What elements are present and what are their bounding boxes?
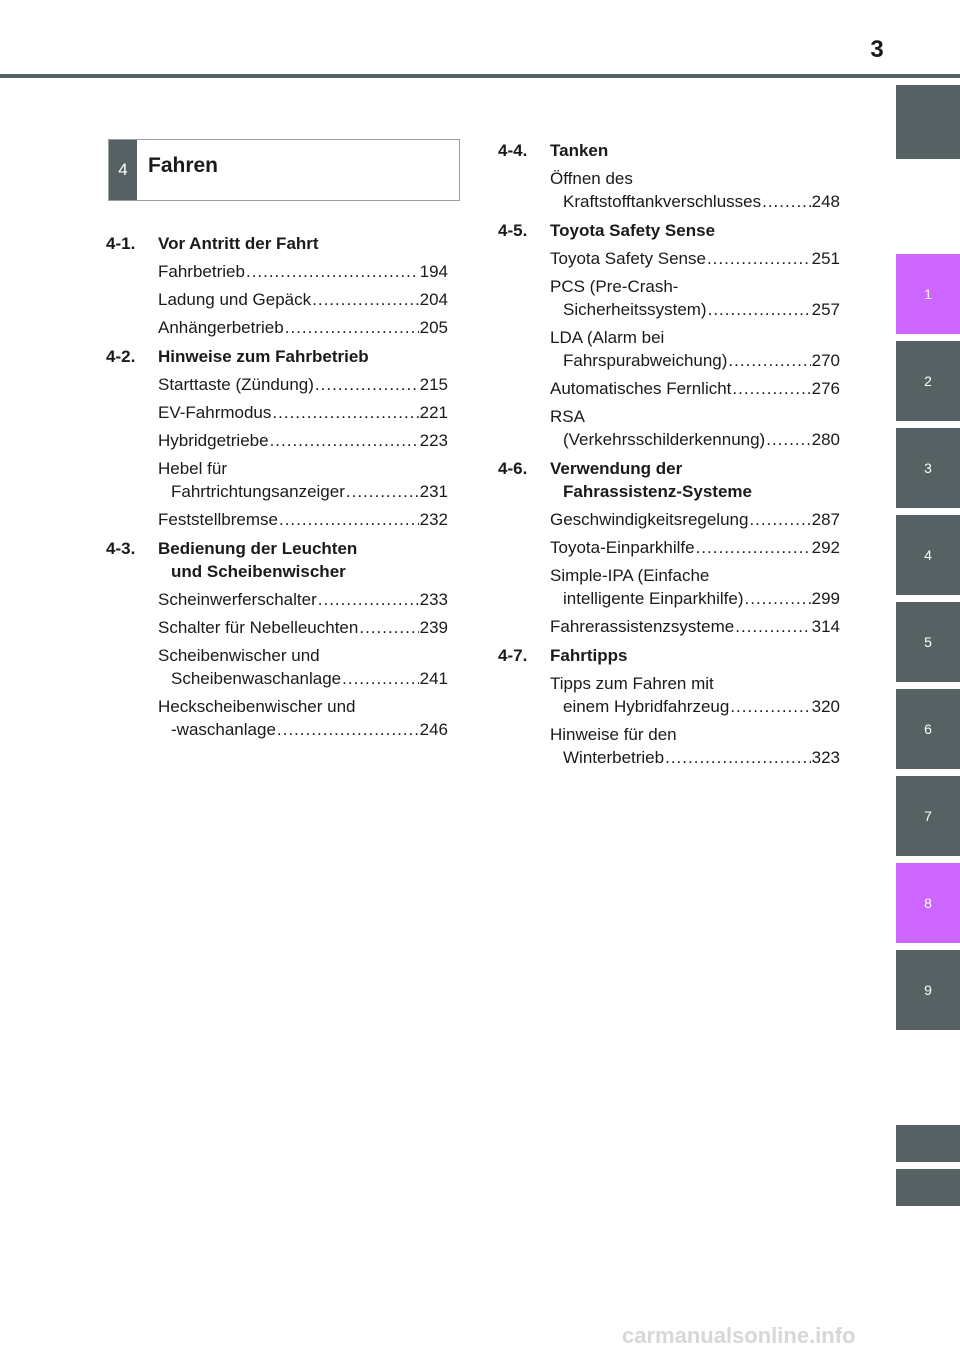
toc-section-heading[interactable]: [498, 644, 840, 667]
toc-section: [498, 457, 840, 638]
dot-leader: [708, 298, 811, 321]
toc-entry[interactable]: [550, 508, 840, 531]
toc-section: [106, 537, 448, 741]
toc-entry[interactable]: [158, 644, 448, 690]
dot-leader: [285, 316, 419, 339]
toc-entry-page: 204: [419, 290, 448, 309]
toc-entry-text: Toyota Safety Sense: [550, 249, 706, 268]
toc-entry-text: Tipps zum Fahren mit: [550, 674, 714, 693]
toc-entry[interactable]: [158, 260, 448, 283]
toc-entry[interactable]: [550, 167, 840, 213]
toc-section-title-line: Tanken: [550, 141, 609, 160]
toc-section-heading[interactable]: [498, 457, 840, 503]
toc-entry-text: EV-Fahrmodus: [158, 403, 272, 422]
toc-entry-text: Sicherheitssystem): [563, 300, 707, 319]
toc-entry-text: Hinweise für den: [550, 725, 677, 744]
toc-entry-text: Toyota-Einparkhilfe: [550, 538, 695, 557]
toc-entry-page: 248: [811, 192, 840, 211]
toc-entry-text: Scheibenwaschanlage: [171, 669, 342, 688]
chapter-tab-3[interactable]: 3: [896, 428, 960, 508]
toc-entry[interactable]: [550, 326, 840, 372]
dot-leader: [749, 508, 810, 531]
dot-leader: [318, 588, 419, 611]
toc-entry-text: Kraftstofftankverschlusses: [563, 192, 762, 211]
toc-entry[interactable]: [158, 588, 448, 611]
dot-leader: [279, 508, 419, 531]
dot-leader: [342, 667, 419, 690]
toc-entry[interactable]: [158, 373, 448, 396]
toc-entry[interactable]: [550, 405, 840, 451]
toc-entry-page: 231: [419, 482, 448, 501]
toc-section-title-line: Fahrtipps: [550, 646, 628, 665]
toc-entry-page: 246: [419, 720, 448, 739]
toc-entry-text: Fahrspurabweichung): [563, 351, 728, 370]
toc-entry[interactable]: [158, 695, 448, 741]
section-number: 4: [109, 140, 137, 200]
toc-entry[interactable]: [550, 723, 840, 769]
toc-entry-text: Scheibenwischer und: [158, 646, 320, 665]
toc-section-title-line: Bedienung der Leuchten: [158, 539, 358, 558]
toc-entry-page: 194: [419, 262, 448, 281]
toc-entry[interactable]: [158, 457, 448, 503]
toc-section-heading[interactable]: [106, 537, 448, 583]
dot-leader: [766, 428, 810, 451]
toc-section-title: [158, 537, 448, 583]
toc-section: [498, 219, 840, 451]
toc-entry-page: 287: [811, 510, 840, 529]
footer-watermark: carmanualsonline.info: [622, 1323, 856, 1348]
toc-section-heading[interactable]: [106, 345, 448, 368]
toc-section-title-line: Hinweise zum Fahrbetrieb: [158, 347, 369, 366]
toc-entry-text: Schalter für Nebelleuchten: [158, 618, 359, 637]
dot-leader: [732, 377, 810, 400]
chapter-tab-6[interactable]: 6: [896, 689, 960, 769]
toc-section-number: 4-7.: [498, 646, 528, 665]
toc-entry[interactable]: [158, 616, 448, 639]
section-title: Fahren: [148, 154, 219, 177]
toc-entry-text: Fahrerassistenzsysteme: [550, 617, 735, 636]
chapter-tab-5[interactable]: 5: [896, 602, 960, 682]
toc-section-title-line: Fahrassistenz-Systeme: [563, 482, 752, 501]
toc-entry-text: einem Hybridfahrzeug: [563, 697, 730, 716]
toc-entry-page: 221: [419, 403, 448, 422]
toc-section-title-line: Verwendung der: [550, 459, 683, 478]
dot-leader: [312, 288, 419, 311]
toc-section-number: 4-1.: [106, 234, 136, 253]
toc-section-title-line: Vor Antritt der Fahrt: [158, 234, 319, 253]
toc-section-title: [550, 139, 840, 162]
toc-entry-text: Starttaste (Zündung): [158, 375, 314, 394]
toc-section-title-line: Toyota Safety Sense: [550, 221, 716, 240]
chapter-tab-9[interactable]: 9: [896, 950, 960, 1030]
toc-entry-text: (Verkehrsschilderkennung): [563, 430, 766, 449]
toc-entry-text: RSA: [550, 407, 585, 426]
page-number: 3: [870, 36, 884, 63]
toc-entry-text: intelligente Einparkhilfe): [563, 589, 744, 608]
dot-leader: [270, 429, 419, 452]
toc-entry-page: 205: [419, 318, 448, 337]
toc-entry[interactable]: [158, 401, 448, 424]
toc-entry-text: Simple-IPA (Einfache: [550, 566, 710, 585]
toc-section-title: [550, 219, 840, 242]
toc-entry[interactable]: [550, 672, 840, 718]
dot-leader: [359, 616, 418, 639]
toc-entry[interactable]: [158, 288, 448, 311]
toc-entry-text: Ladung und Gepäck: [158, 290, 312, 309]
toc-section-number: 4-5.: [498, 221, 528, 240]
toc-entry-page: 223: [419, 431, 448, 450]
toc-entry-text: Heckscheibenwischer und: [158, 697, 356, 716]
toc-section-title: [550, 644, 840, 667]
toc-entry-page: 257: [811, 300, 840, 319]
dot-leader: [735, 615, 810, 638]
toc-section-number: 4-2.: [106, 347, 136, 366]
dot-leader: [762, 190, 811, 213]
toc-entry[interactable]: [550, 247, 840, 270]
dot-leader: [346, 480, 419, 503]
chapter-tab-blank-10[interactable]: [896, 1125, 960, 1162]
toc-entry-text: Feststellbremse: [158, 510, 278, 529]
toc-entry-page: 292: [811, 538, 840, 557]
chapter-tab-blank-11[interactable]: [896, 1169, 960, 1206]
toc-entry-page: 232: [419, 510, 448, 529]
toc-section: [498, 644, 840, 769]
toc-entry-text: Scheinwerferschalter: [158, 590, 317, 609]
toc-entry[interactable]: [158, 508, 448, 531]
dot-leader: [272, 401, 418, 424]
toc-right-column: [498, 133, 840, 774]
toc-entry[interactable]: [158, 429, 448, 452]
toc-entry[interactable]: [550, 615, 840, 638]
toc-entry-page: 276: [811, 379, 840, 398]
toc-entry-text: Hybridgetriebe: [158, 431, 269, 450]
toc-section: [498, 139, 840, 213]
toc-entry[interactable]: [158, 316, 448, 339]
toc-section-title: [158, 232, 448, 255]
dot-leader: [315, 373, 419, 396]
chapter-tab-1[interactable]: 1: [896, 254, 960, 334]
toc-entry-page: 239: [419, 618, 448, 637]
toc-entry-page: 320: [811, 697, 840, 716]
toc-left-column: [106, 226, 448, 746]
toc-entry-text: -waschanlage: [171, 720, 276, 739]
toc-section-title: [158, 345, 448, 368]
dot-leader: [730, 695, 810, 718]
toc-entry-page: 323: [811, 748, 840, 767]
section-header: [108, 139, 460, 201]
toc-section-title: [550, 457, 840, 503]
dot-leader: [246, 260, 419, 283]
dot-leader: [696, 536, 811, 559]
toc-entry-text: Automatisches Fernlicht: [550, 379, 732, 398]
toc-entry-page: 251: [811, 249, 840, 268]
toc-section-number: 4-3.: [106, 539, 136, 558]
toc-entry-text: LDA (Alarm bei: [550, 328, 665, 347]
toc-entry-page: 241: [419, 669, 448, 688]
toc-section-title-line: und Scheibenwischer: [171, 562, 346, 581]
toc-entry-page: 314: [811, 617, 840, 636]
toc-entry-text: Geschwindigkeitsregelung: [550, 510, 749, 529]
dot-leader: [745, 587, 811, 610]
toc-entry-page: 270: [811, 351, 840, 370]
toc-section-number: 4-4.: [498, 141, 528, 160]
toc-entry-page: 280: [811, 430, 840, 449]
toc-entry-text: Hebel für: [158, 459, 227, 478]
toc-entry[interactable]: [550, 564, 840, 610]
toc-entry-text: Fahrbetrieb: [158, 262, 245, 281]
dot-leader: [665, 746, 811, 769]
toc-section-heading[interactable]: [106, 232, 448, 255]
toc-entry[interactable]: [550, 275, 840, 321]
toc-entry-text: Öffnen des: [550, 169, 633, 188]
chapter-tab-7[interactable]: 7: [896, 776, 960, 856]
toc-entry-page: 215: [419, 375, 448, 394]
toc-entry-text: Anhängerbetrieb: [158, 318, 284, 337]
toc-section-number: 4-6.: [498, 459, 528, 478]
dot-leader: [728, 349, 810, 372]
toc-entry[interactable]: [550, 377, 840, 400]
dot-leader: [277, 718, 419, 741]
chapter-tab-2[interactable]: 2: [896, 341, 960, 421]
toc-entry-text: Winterbetrieb: [563, 748, 665, 767]
toc-section: [106, 232, 448, 339]
top-rule: [0, 74, 960, 78]
toc-section: [106, 345, 448, 531]
toc-entry-text: PCS (Pre-Crash-: [550, 277, 679, 296]
toc-entry[interactable]: [550, 536, 840, 559]
chapter-tab-4[interactable]: 4: [896, 515, 960, 595]
toc-section-heading[interactable]: [498, 219, 840, 242]
chapter-tab-8[interactable]: 8: [896, 863, 960, 943]
toc-entry-page: 299: [811, 589, 840, 608]
toc-section-heading[interactable]: [498, 139, 840, 162]
toc-entry-text: Fahrtrichtungsanzeiger: [171, 482, 345, 501]
dot-leader: [707, 247, 811, 270]
chapter-tab-blank-0[interactable]: [896, 85, 960, 159]
toc-entry-page: 233: [419, 590, 448, 609]
